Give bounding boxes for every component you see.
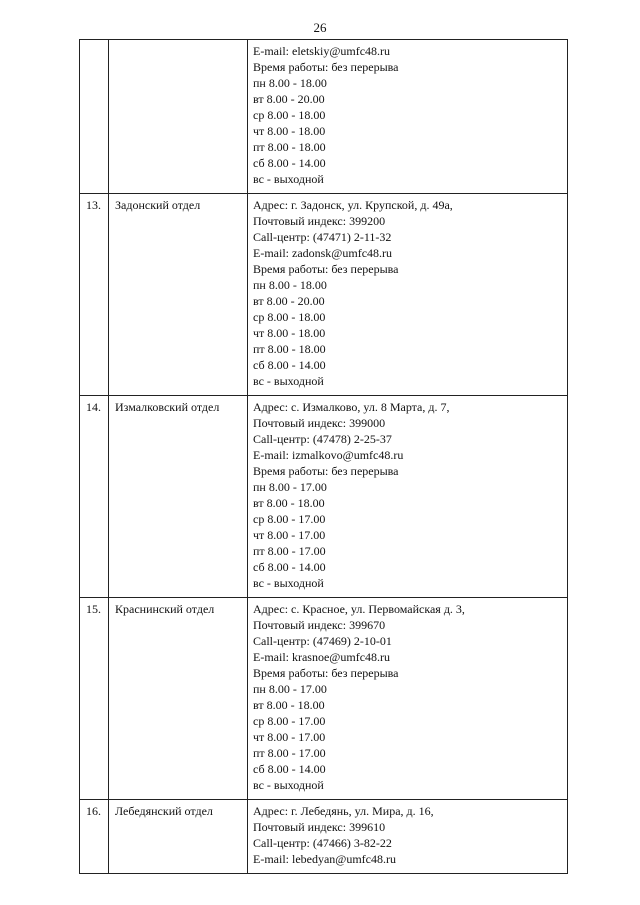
office-info-line: Адрес: г. Задонск, ул. Крупской, д. 49а,: [253, 198, 453, 212]
office-info-line: вт 8.00 - 20.00: [253, 294, 325, 308]
office-info-line: пн 8.00 - 17.00: [253, 480, 327, 494]
office-info-line: ср 8.00 - 17.00: [253, 512, 326, 526]
office-info-line: вт 8.00 - 20.00: [253, 92, 325, 106]
office-info-line: вт 8.00 - 18.00: [253, 698, 325, 712]
office-info-line: пн 8.00 - 18.00: [253, 278, 327, 292]
office-info-line: Почтовый индекс: 399670: [253, 618, 386, 632]
office-info-line: Адрес: с. Красное, ул. Первомайская д. 3,: [253, 602, 465, 616]
office-row: [80, 800, 568, 874]
office-info-line: E-mail: lebedyan@umfc48.ru: [253, 852, 397, 866]
office-info-line: вс - выходной: [253, 576, 324, 590]
office-name-cell: [109, 396, 248, 598]
office-info-line: Время работы: без перерыва: [253, 262, 399, 276]
office-name: Краснинский отдел: [115, 602, 215, 616]
office-info: [248, 194, 567, 395]
row-number: 15.: [86, 602, 101, 616]
office-name: Лебедянский отдел: [115, 804, 213, 818]
office-info-line: сб 8.00 - 14.00: [253, 156, 326, 170]
office-info-line: E-mail: krasnoe@umfc48.ru: [253, 650, 391, 664]
row-number-cell: [80, 194, 109, 396]
row-number: [80, 40, 108, 43]
office-info: [248, 396, 567, 597]
office-info-line: ср 8.00 - 17.00: [253, 714, 326, 728]
office-table: [79, 39, 568, 874]
office-info-line: вс - выходной: [253, 172, 324, 186]
office-info-line: чт 8.00 - 17.00: [253, 730, 326, 744]
office-info-cell: [248, 194, 568, 396]
office-table-body: [80, 40, 568, 874]
office-row: [80, 194, 568, 396]
office-info-cell: [248, 598, 568, 800]
office-name-cell: [109, 800, 248, 874]
office-info-line: Время работы: без перерыва: [253, 60, 399, 74]
office-info: [248, 40, 567, 193]
office-info-line: пт 8.00 - 17.00: [253, 746, 326, 760]
office-name-cell: [109, 40, 248, 194]
office-info-line: Почтовый индекс: 399610: [253, 820, 386, 834]
office-info-line: пт 8.00 - 18.00: [253, 342, 326, 356]
office-row: [80, 598, 568, 800]
office-info-line: Call-центр: (47469) 2-10-01: [253, 634, 392, 648]
office-row: [80, 396, 568, 598]
office-name: [109, 40, 247, 43]
row-number: 16.: [86, 804, 101, 818]
row-number: 14.: [86, 400, 101, 414]
office-info-line: ср 8.00 - 18.00: [253, 108, 326, 122]
office-info-line: вт 8.00 - 18.00: [253, 496, 325, 510]
office-info-line: чт 8.00 - 18.00: [253, 124, 326, 138]
row-number-cell: [80, 40, 109, 194]
office-info-line: E-mail: izmalkovo@umfc48.ru: [253, 448, 404, 462]
office-info-line: Call-центр: (47471) 2-11-32: [253, 230, 392, 244]
office-info-line: сб 8.00 - 14.00: [253, 560, 326, 574]
row-number: 13.: [86, 198, 101, 212]
office-info-line: Адрес: с. Измалково, ул. 8 Марта, д. 7,: [253, 400, 450, 414]
office-info-cell: [248, 800, 568, 874]
office-info: [248, 800, 567, 873]
office-info-line: сб 8.00 - 14.00: [253, 762, 326, 776]
page-number: 26: [313, 20, 327, 35]
office-info-line: Время работы: без перерыва: [253, 464, 399, 478]
office-name-cell: [109, 194, 248, 396]
office-info-line: пн 8.00 - 18.00: [253, 76, 327, 90]
office-info-line: Время работы: без перерыва: [253, 666, 399, 680]
office-info-line: Почтовый индекс: 399200: [253, 214, 386, 228]
row-number-cell: [80, 396, 109, 598]
office-info-line: Call-центр: (47466) 3-82-22: [253, 836, 392, 850]
office-info-cell: [248, 396, 568, 598]
office-info-line: чт 8.00 - 18.00: [253, 326, 326, 340]
office-info-line: вс - выходной: [253, 778, 324, 792]
office-info-line: E-mail: eletskiy@umfc48.ru: [253, 44, 391, 58]
office-name-cell: [109, 598, 248, 800]
office-info-line: Адрес: г. Лебедянь, ул. Мира, д. 16,: [253, 804, 434, 818]
office-info-line: E-mail: zadonsk@umfc48.ru: [253, 246, 393, 260]
office-info-line: сб 8.00 - 14.00: [253, 358, 326, 372]
office-info-line: чт 8.00 - 17.00: [253, 528, 326, 542]
office-name: Задонский отдел: [115, 198, 201, 212]
office-info-line: пн 8.00 - 17.00: [253, 682, 327, 696]
office-name: Измалковский отдел: [115, 400, 220, 414]
office-info: [248, 598, 567, 799]
office-info-line: пт 8.00 - 18.00: [253, 140, 326, 154]
row-number-cell: [80, 598, 109, 800]
row-number-cell: [80, 800, 109, 874]
office-info-cell: [248, 40, 568, 194]
office-row: [80, 40, 568, 194]
office-info-line: Call-центр: (47478) 2-25-37: [253, 432, 392, 446]
office-info-line: пт 8.00 - 17.00: [253, 544, 326, 558]
office-info-line: Почтовый индекс: 399000: [253, 416, 386, 430]
office-info-line: ср 8.00 - 18.00: [253, 310, 326, 324]
office-info-line: вс - выходной: [253, 374, 324, 388]
